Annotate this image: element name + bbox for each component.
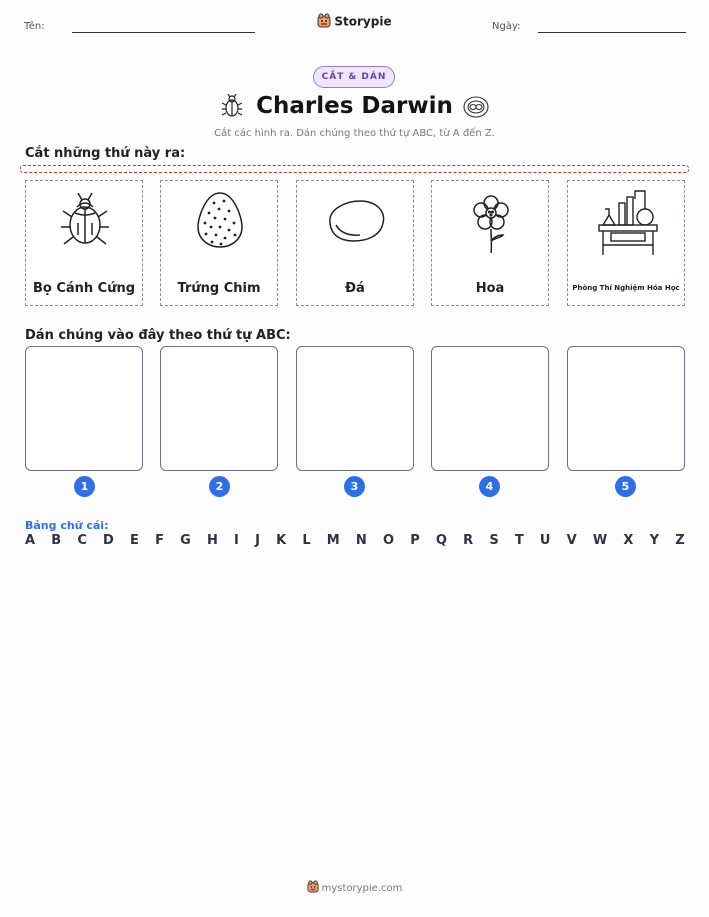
- brand-logo: [0, 13, 709, 31]
- order-number-2: 2: [209, 476, 230, 497]
- order-number-5: 5: [615, 476, 636, 497]
- paste-box-4[interactable]: [431, 346, 549, 471]
- cut-card-label: Phòng Thí Nghiệm Hóa Học: [572, 284, 680, 292]
- alphabet-letter: X: [623, 533, 634, 548]
- alphabet-letter: E: [130, 533, 139, 548]
- paste-section-heading: Dán chúng vào đây theo thứ tự ABC:: [25, 328, 291, 343]
- storypie-mascot-icon: [307, 880, 319, 896]
- alphabet-letter: O: [382, 533, 395, 548]
- paste-box-3[interactable]: [296, 346, 414, 471]
- alphabet-letter: W: [592, 533, 608, 548]
- order-number-1: 1: [74, 476, 95, 497]
- cut-card-label: Trứng Chim: [177, 281, 261, 296]
- alphabet-letter: I: [234, 533, 239, 548]
- alphabet-letter: M: [326, 533, 340, 548]
- rock-icon: [326, 189, 386, 249]
- alphabet-letter: S: [489, 533, 499, 548]
- alphabet-label: Bảng chữ cái:: [25, 519, 109, 532]
- footer-site[interactable]: mystorypie.com: [321, 883, 403, 894]
- alphabet-letter: N: [355, 533, 367, 548]
- paste-box-1[interactable]: [25, 346, 143, 471]
- cut-line: [20, 165, 689, 173]
- flower-icon: [461, 189, 521, 255]
- name-field-line[interactable]: [72, 32, 255, 33]
- name-label: Tên:: [24, 21, 45, 32]
- date-label: Ngày:: [492, 21, 521, 32]
- instructions: Cắt các hình ra. Dán chúng theo thứ tự ABC, từ A đến Z.: [214, 128, 495, 139]
- footer: [0, 880, 709, 896]
- nest-title-icon: [462, 95, 490, 123]
- alphabet-letter: K: [276, 533, 287, 548]
- activity-badge: CẮT & DÁN: [313, 66, 395, 88]
- egg-icon: [190, 189, 250, 249]
- alphabet-letter: Q: [435, 533, 447, 548]
- date-field-line[interactable]: [538, 32, 686, 33]
- alphabet-letter: A: [25, 533, 36, 548]
- alphabet-letter: V: [566, 533, 577, 548]
- beetle-icon: [55, 189, 115, 249]
- storypie-mascot-icon: [317, 13, 331, 31]
- paste-box-5[interactable]: [567, 346, 685, 471]
- alphabet-letter: F: [155, 533, 164, 548]
- alphabet-letter: R: [463, 533, 474, 548]
- cut-card-chemistry-lab[interactable]: [567, 180, 685, 306]
- alphabet-letter: P: [410, 533, 420, 548]
- cut-card-beetle[interactable]: [25, 180, 143, 306]
- alphabet-letter: C: [77, 533, 87, 548]
- brand-name: Storypie: [334, 14, 392, 29]
- alphabet-letter: G: [180, 533, 191, 548]
- cut-card-label: Bọ Cánh Cứng: [32, 281, 136, 296]
- cut-card-label: Hoa: [475, 281, 505, 296]
- alphabet-letter: H: [206, 533, 218, 548]
- alphabet-letter: U: [539, 533, 551, 548]
- alphabet-letter: B: [51, 533, 62, 548]
- order-number-4: 4: [479, 476, 500, 497]
- alphabet-letter: L: [302, 533, 311, 548]
- chemistry-lab-icon: [597, 189, 659, 255]
- alphabet-letter: Y: [649, 533, 660, 548]
- alphabet-letter: T: [514, 533, 524, 548]
- alphabet-row: [25, 533, 685, 548]
- alphabet-letter: Z: [675, 533, 685, 548]
- cut-card-label: Đá: [345, 281, 365, 296]
- cut-card-rock[interactable]: [296, 180, 414, 306]
- cut-section-heading: Cắt những thứ này ra:: [25, 146, 186, 161]
- cut-card-flower[interactable]: [431, 180, 549, 306]
- paste-box-2[interactable]: [160, 346, 278, 471]
- alphabet-letter: J: [255, 533, 260, 548]
- order-number-3: 3: [344, 476, 365, 497]
- page-title: Charles Darwin: [256, 93, 453, 119]
- alphabet-letter: D: [103, 533, 114, 548]
- cut-card-egg[interactable]: [160, 180, 278, 306]
